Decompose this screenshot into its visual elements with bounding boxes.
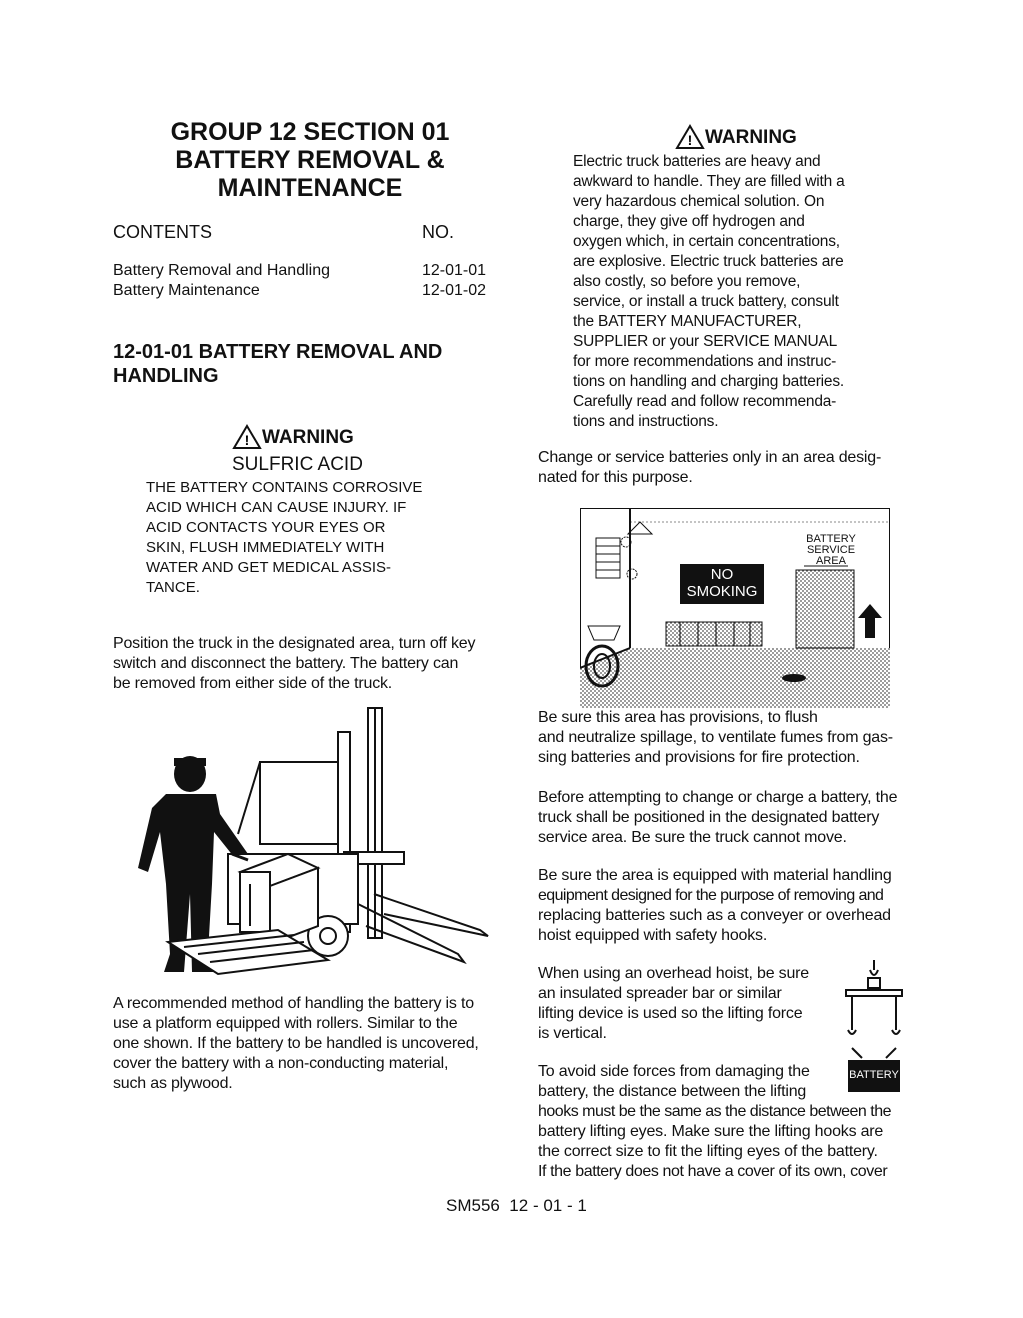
- warning-line: the BATTERY MANUFACTURER,: [573, 313, 802, 330]
- warning-line: awkward to handle. They are filled with a: [573, 173, 845, 190]
- warning-line: WATER AND GET MEDICAL ASSIS-: [146, 559, 392, 576]
- position-paragraph: [113, 634, 503, 694]
- paragraph-line: A recommended method of handling the battery is to: [113, 995, 474, 1012]
- paragraph-line: one shown. If the battery to be handled is uncovered,: [113, 1035, 479, 1052]
- warning-line: very hazardous chemical solution. On: [573, 193, 825, 210]
- paragraph-line: When using an overhead hoist, be sure: [538, 965, 809, 982]
- paragraph-line: replacing batteries such as a conveyer or overhead: [538, 907, 891, 924]
- contents-label: CONTENTS: [113, 222, 212, 242]
- side-forces-paragraph: [538, 1062, 928, 1182]
- paragraph-line: hoist equipped with safety hooks.: [538, 927, 768, 944]
- warning-line: tions and instructions.: [573, 413, 719, 430]
- warning-line: for more recommendations and instruc-: [573, 353, 837, 370]
- warning-line: SKIN, FLUSH IMMEDIATELY WITH: [146, 539, 385, 556]
- paragraph-line: Be sure this area has provisions, to flush: [538, 709, 818, 726]
- warning-line: oxygen which, in certain concentrations,: [573, 233, 840, 250]
- paragraph-line: battery lifting eyes. Make sure the lifting hooks are: [538, 1123, 884, 1140]
- forklift-illustration: [128, 704, 508, 984]
- paragraph-line: service area. Be sure the truck cannot move.: [538, 829, 847, 846]
- paragraph-line: is vertical.: [538, 1025, 607, 1042]
- warning-line: ACID CONTACTS YOUR EYES OR: [146, 519, 386, 536]
- svg-text:!: !: [687, 132, 693, 148]
- paragraph-line: be removed from either side of the truck.: [113, 675, 393, 692]
- paragraph-line: equipment designed for the purpose of removing and: [538, 887, 884, 904]
- paragraph-line: Before attempting to change or charge a battery, the: [538, 789, 898, 806]
- before-paragraph: [538, 788, 928, 848]
- contents-row-title: Battery Removal and Handling: [113, 262, 331, 279]
- contents-row-no: 12-01-02: [422, 282, 487, 299]
- battery-service-line: SERVICE: [806, 544, 856, 556]
- paragraph-line: an insulated spreader bar or similar: [538, 985, 782, 1002]
- warning-line: SUPPLIER or your SERVICE MANUAL: [573, 333, 837, 350]
- paragraph-line: nated for this purpose.: [538, 469, 693, 486]
- svg-text:!: !: [244, 432, 250, 448]
- paragraph-line: hooks must be the same as the distance between the: [538, 1103, 892, 1120]
- page-footer: SM556 12 - 01 - 1: [446, 1196, 587, 1215]
- warning-triangle-icon: [232, 424, 262, 450]
- page-title: [120, 118, 500, 202]
- section-heading-line-2: HANDLING: [113, 365, 219, 387]
- warning-line: ACID WHICH CAN CAUSE INJURY. IF: [146, 499, 407, 516]
- change-paragraph: [538, 448, 928, 488]
- paragraph-line: lifting device is used so the lifting force: [538, 1005, 803, 1022]
- battery-service-line: BATTERY: [806, 533, 856, 545]
- paragraph-line: switch and disconnect the battery. The battery can: [113, 655, 459, 672]
- no-smoking-line: NO: [710, 566, 734, 583]
- battery-service-line: AREA: [816, 555, 846, 567]
- title-line-3: MAINTENANCE: [217, 174, 403, 202]
- paragraph-line: sing batteries and provisions for fire protection.: [538, 749, 860, 766]
- paragraph-line: truck shall be positioned in the designated battery: [538, 809, 880, 826]
- paragraph-line: the correct size to fit the lifting eyes of the battery.: [538, 1143, 878, 1160]
- warning-line: also costly, so before you remove,: [573, 273, 801, 290]
- warning-line: THE BATTERY CONTAINS CORROSIVE: [146, 479, 423, 496]
- title-line-2: BATTERY REMOVAL &: [175, 146, 445, 174]
- contents-no-label: NO.: [422, 222, 455, 242]
- warning-line: charge, they give off hydrogen and: [573, 213, 805, 230]
- warning-title: WARNING: [705, 127, 797, 148]
- warning-line: tions on handling and charging batteries.: [573, 373, 844, 390]
- title-line-1: GROUP 12 SECTION 01: [170, 118, 450, 146]
- paragraph-line: battery, the distance between the lifting: [538, 1083, 807, 1100]
- warning-subtitle: SULFRIC ACID: [232, 454, 363, 475]
- battery-service-sign: [796, 534, 866, 567]
- service-area-illustration: [580, 508, 890, 708]
- no-smoking-sign: [680, 566, 764, 600]
- warning-triangle-icon: [675, 124, 705, 150]
- paragraph-line: Be sure the area is equipped with material handling: [538, 867, 892, 884]
- paragraph-line: cover the battery with a non-conducting material,: [113, 1055, 449, 1072]
- warning-line: TANCE.: [146, 579, 200, 596]
- equipped-paragraph: [538, 866, 928, 946]
- flush-paragraph: [538, 708, 928, 768]
- contents-row-title: Battery Maintenance: [113, 282, 260, 299]
- no-smoking-line: SMOKING: [686, 583, 758, 600]
- paragraph-line: Change or service batteries only in an area desig-: [538, 449, 882, 466]
- method-paragraph: [113, 994, 503, 1094]
- paragraph-line: Position the truck in the designated area, turn off key: [113, 635, 476, 652]
- warning-line: service, or install a truck battery, consult: [573, 293, 839, 310]
- warning-heavy: [573, 124, 913, 432]
- warning-sulfuric: [146, 424, 486, 598]
- warning-line: are explosive. Electric truck batteries are: [573, 253, 844, 270]
- section-heading: [113, 340, 442, 388]
- paragraph-line: and neutralize spillage, to ventilate fumes from gas-: [538, 729, 893, 746]
- paragraph-line: use a platform equipped with rollers. Similar to the: [113, 1015, 458, 1032]
- paragraph-line: If the battery does not have a cover of its own, cover: [538, 1163, 888, 1180]
- paragraph-line: such as plywood.: [113, 1075, 233, 1092]
- warning-line: Carefully read and follow recommenda-: [573, 393, 837, 410]
- contents-row-no: 12-01-01: [422, 262, 487, 279]
- battery-label: BATTERY: [849, 1069, 899, 1081]
- section-heading-line-1: 12-01-01 BATTERY REMOVAL AND: [113, 341, 443, 363]
- warning-line: Electric truck batteries are heavy and: [573, 153, 821, 170]
- paragraph-line: To avoid side forces from damaging the: [538, 1063, 810, 1080]
- warning-title: WARNING: [262, 427, 354, 448]
- hoist-paragraph: [538, 964, 838, 1044]
- spreader-bar-diagram: [842, 956, 906, 1040]
